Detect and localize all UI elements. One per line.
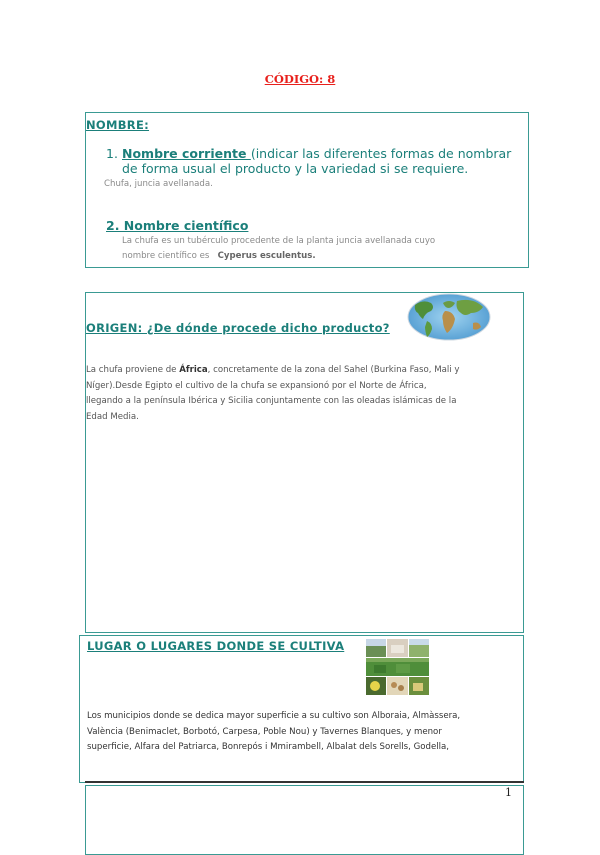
item2-line2: [122, 248, 316, 265]
crop-photos-svg: [366, 639, 429, 695]
world-map-image: [407, 293, 491, 342]
document-code: CÓDIGO: 8: [264, 72, 336, 86]
nombre-heading: NOMBRE:: [86, 118, 150, 132]
page-number: 1: [505, 786, 512, 799]
item1-line1: [122, 146, 511, 161]
lugar-line2: València (Benimaclet, Borbotó, Carpesa, Poble Nou) y Tavernes Blanques, y menor: [87, 726, 442, 737]
origen-paragraph: [86, 363, 522, 425]
origen-line2: Níger).Desde Egipto el cultivo de la chufa se expansionó por el Norte de África,: [86, 380, 427, 391]
scientific-name: Cyperus esculentus.: [217, 251, 316, 261]
item1-desc-line2: de forma usual el producto y la variedad si se requiere.: [122, 161, 469, 176]
item1-value: Chufa, juncia avellanada.: [104, 179, 213, 189]
page-break-line: [85, 781, 524, 783]
item1-desc-line1: (indicar las diferentes formas de nombrar: [250, 146, 512, 161]
lugar-line3: superficie, Alfara del Patriarca, Bonrepós i Mmirambell, Albalat dels Sorells, Godella,: [87, 742, 450, 752]
lugar-heading: LUGAR O LUGARES DONDE SE CULTIVA: [87, 639, 345, 653]
origen-line3: llegando a la península Ibérica y Sicilia conjuntamente con las oleadas islámicas de la: [86, 396, 457, 406]
nombre-box: [85, 112, 529, 268]
lugar-box: [79, 635, 524, 783]
crop-photos-image: [366, 639, 429, 695]
lugar-paragraph: [87, 709, 523, 756]
origen-box: [85, 292, 524, 633]
origen-p1-bold: África: [179, 365, 208, 375]
lugar-line1: Los municipios donde se dedica mayor superficie a su cultivo son Alboraia, Almàssera,: [87, 711, 461, 721]
origen-p1-prefix: La chufa proviene de: [86, 365, 180, 375]
origen-line1: [86, 363, 522, 379]
item2-title: 2. Nombre científico: [106, 218, 249, 233]
world-map-svg: [407, 293, 491, 342]
origen-line4: Edad Media.: [86, 411, 139, 422]
origen-p1-suffix: , concretamente de la zona del Sahel (Burkina Faso, Mali y: [207, 365, 460, 375]
next-page-box: [85, 785, 524, 855]
item1-number: 1.: [106, 146, 118, 161]
origen-heading: ORIGEN: ¿De dónde procede dicho producto?: [86, 321, 390, 335]
item2-line1: La chufa es un tubérculo procedente de la planta juncia avellanada cuyo: [122, 236, 436, 246]
item1-title: Nombre corriente: [122, 146, 251, 161]
item2-prefix: nombre científico es: [122, 251, 210, 261]
